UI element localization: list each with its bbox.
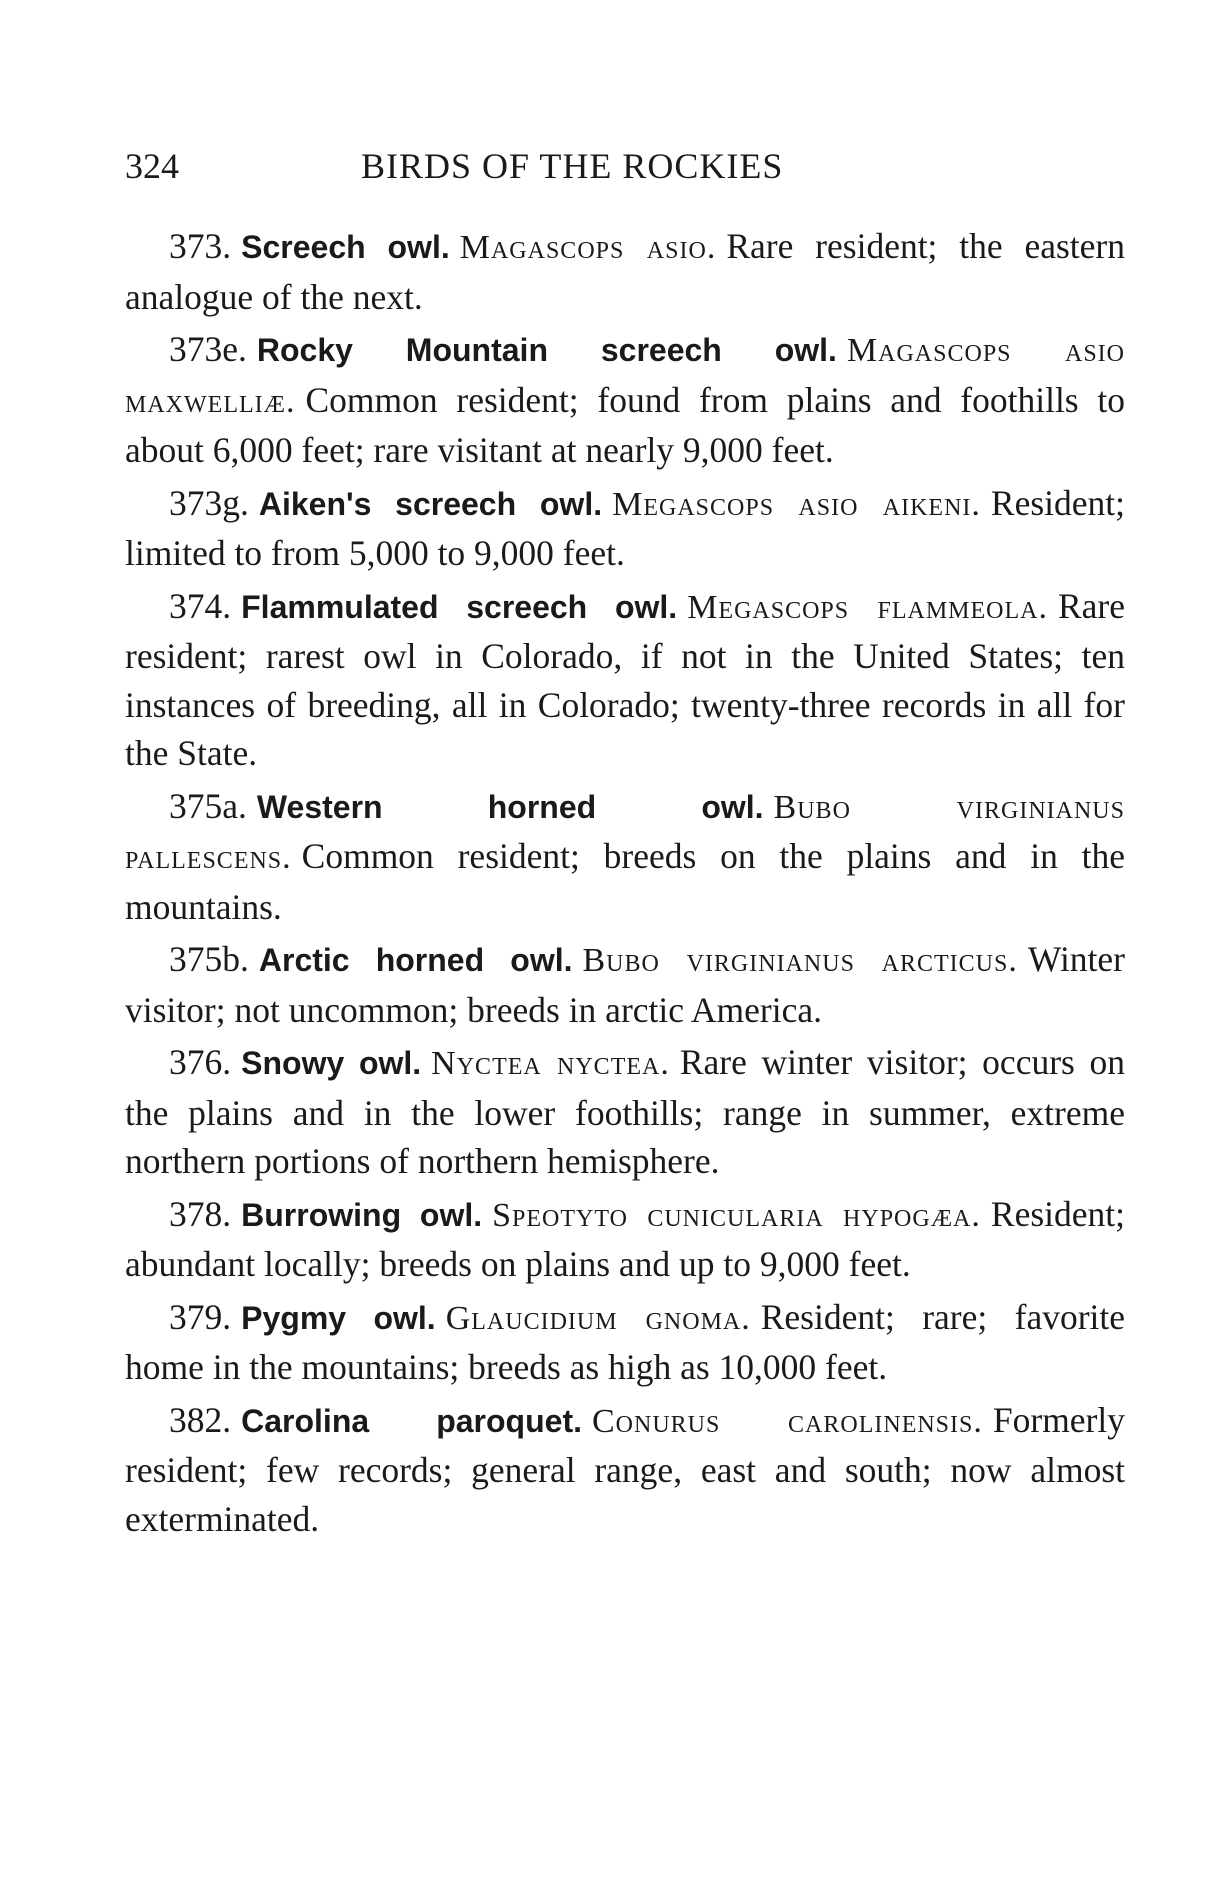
species-entry [125,1293,1125,1392]
entry-number: 375b. [169,939,249,979]
scientific-name: Glaucidium gnoma. [445,1299,751,1337]
entry-text: Rare resident; rarest owl in Colorado, if not in the United States; ten instances of breeding, all in Colorado; twenty-three records in all for the State. [125,585,1125,773]
common-name: Flammulated screech owl. [241,588,678,625]
entry-number: 373g. [169,482,249,523]
entry-number: 378. [169,1193,232,1234]
scientific-name: Megascops asio aikeni. [612,485,981,523]
entry-number: 376. [169,1042,232,1082]
species-entry [125,1396,1125,1544]
entry-text: Winter visitor; not uncommon; breeds in arctic America. [125,939,1125,1030]
common-name: Screech owl. [241,229,450,265]
entry-text: Resident; rare; favorite home in the mountains; breeds as high as 10,000 feet. [125,1296,1126,1387]
common-name: Carolina paroquet. [241,1402,582,1439]
scientific-name: Conurus carolinensis. [592,1402,983,1440]
scientific-name: Nyctea nyctea. [431,1045,670,1082]
entry-number: 379. [169,1296,232,1337]
entry-number: 373. [169,226,232,266]
entry-number: 375a. [169,785,247,826]
entry-text: Common resident; found from plains and foothills to about 6,000 feet; rare visitant at nearly 9,000 feet. [125,379,1125,470]
entry-text: Resident; limited to from 5,000 to 9,000 feet. [125,482,1125,573]
species-entry [125,1038,1125,1186]
scientific-name: Magascops asio. [459,229,717,266]
common-name: Western horned owl. [256,788,764,825]
entry-number: 382. [169,1399,232,1440]
scientific-name: Speotyto cunicularia hypogæa. [492,1196,981,1234]
species-entry [125,782,1125,932]
common-name: Rocky Mountain screech owl. [256,332,837,368]
species-list [125,222,1125,1547]
entry-number: 374. [169,585,232,626]
running-head [125,145,1110,195]
species-entry [125,582,1125,778]
page-number: 324 [125,146,179,186]
common-name: Pygmy owl. [241,1299,436,1336]
species-entry [125,479,1125,578]
species-entry [125,325,1125,475]
scientific-name: Megascops flammeola. [687,588,1048,626]
common-name: Snowy owl. [241,1045,422,1081]
species-entry [125,1190,1125,1289]
common-name: Burrowing owl. [241,1196,483,1233]
species-entry [125,222,1125,321]
common-name: Arctic horned owl. [258,942,573,978]
scientific-name: Bubo virginianus pallescens. [125,788,1125,876]
scientific-name: Bubo virginianus arcticus. [582,942,1018,979]
entry-text: Rare resident; the eastern analogue of the next. [125,226,1125,317]
book-title: BIRDS OF THE ROCKIES [361,146,784,186]
entry-text: Common resident; breeds on the plains and in the mountains. [125,836,1125,927]
entry-number: 373e. [169,329,247,369]
common-name: Aiken's screech owl. [258,485,603,522]
species-entry [125,935,1125,1034]
entry-text: Formerly resident; few records; general range, east and south; now almost exterminated. [125,1399,1125,1539]
scientific-name: Magascops asio maxwelliæ. [125,332,1125,420]
entry-text: Rare winter visitor; occurs on the plains and in the lower foothills; range in summer, extreme northern portions of northern hemisphere. [125,1042,1126,1181]
entry-text: Resident; abundant locally; breeds on plains and up to 9,000 feet. [125,1193,1126,1284]
